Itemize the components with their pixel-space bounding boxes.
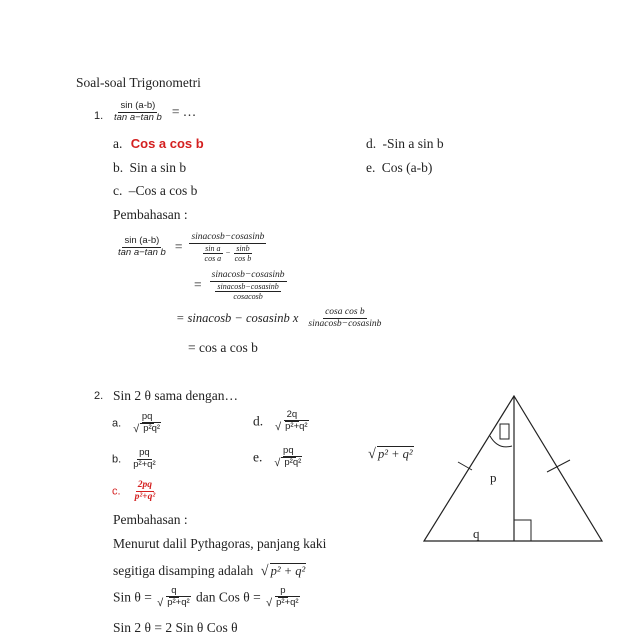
q1-step1-minus: −: [225, 248, 231, 258]
q1-option-c-text: –Cos a cos b: [128, 183, 198, 198]
q1-step3-left: = sinacosb − cosasinb x: [176, 311, 299, 326]
q1-option-e-text: Cos (a-b): [381, 160, 433, 175]
q1-step2-eq: =: [194, 277, 202, 293]
q2-option-d-den: p²+q²: [285, 420, 308, 432]
q1-option-d-text: -Sin a sin b: [382, 136, 444, 151]
q1-option-b-text: Sin a sin b: [129, 160, 187, 175]
q1-option-d-letter: d.: [366, 136, 377, 151]
q2-option-d-num: 2q: [286, 409, 298, 420]
q1-step2-den-den: cosacosb: [233, 292, 263, 302]
label-p: p: [490, 470, 497, 485]
q2-option-d-sqrt: √ p²+q²: [275, 420, 308, 433]
q2-cos-label: dan Cos θ =: [196, 589, 261, 605]
q1-step4: = cos a cos b: [188, 340, 258, 355]
q2-sin-num: q: [171, 585, 177, 596]
q2-option-c-letter: c.: [112, 485, 121, 498]
q1-step1-sub-b-den: cos b: [234, 254, 252, 264]
q1-step2-num: sinacosb−cosasinb: [211, 270, 285, 280]
q2-option-d-letter: d.: [253, 413, 264, 429]
q1-step1-lhs-num: sin (a-b): [124, 235, 160, 247]
label-q: q: [473, 526, 480, 541]
q2-option-e-sqrt: √ p²q²: [274, 456, 302, 469]
q2-line2-sqrt: √ p² + q²: [260, 563, 306, 579]
q1-step2-den-num: sinacosb−cosasinb: [217, 281, 279, 291]
q1-step1-eq: =: [174, 239, 183, 255]
q2-option-c-num: 2pq: [137, 480, 152, 490]
q1-option-b-letter: b.: [113, 160, 124, 175]
q2-option-a-letter: a.: [112, 417, 122, 430]
q1-step1-sub-b-num: sinb: [236, 243, 250, 253]
q2-option-e-letter: e.: [253, 449, 263, 465]
q1-option-a-letter: a.: [113, 136, 123, 151]
q2-option-e-den: p²q²: [284, 456, 302, 468]
q1-step1-lhs-den: tan a−tan b: [118, 247, 166, 259]
q2-option-a-sqrt: √ p²q²: [133, 422, 161, 435]
q2-sin-sqrt: √ p²+q²: [157, 596, 190, 609]
q2-sin-label: Sin θ =: [113, 589, 152, 605]
right-angle-marker: [514, 520, 531, 541]
q2-last-line: Sin 2 θ = 2 Sin θ Cos θ: [113, 620, 238, 635]
q1-step3-num: cosa cos b: [325, 307, 365, 317]
q2-line1: Menurut dalil Pythagoras, panjang kaki: [113, 536, 327, 551]
q1-number: 1.: [94, 110, 104, 122]
q2-side-expr: p² + q²: [378, 447, 413, 461]
q1-solution-label: Pembahasan :: [113, 207, 188, 222]
q2-cos-sqrt: √ p²+q²: [266, 596, 299, 609]
q1-lhs-num: sin (a-b): [120, 100, 156, 111]
q2-solution-label: Pembahasan :: [113, 512, 188, 527]
q2-sin-den: p²+q²: [167, 596, 190, 608]
q2-option-a-num: pq: [141, 411, 153, 422]
q2-option-b-den: p²+q²: [133, 458, 156, 470]
q2-option-b-letter: b.: [112, 453, 122, 466]
q2-option-e-num: pq: [283, 445, 294, 456]
q2-number: 2.: [94, 390, 104, 402]
page-title: Soal-soal Trigonometri: [76, 75, 201, 90]
q1-option-c-letter: c.: [113, 183, 123, 198]
q2-option-c-den: p²+q²: [134, 491, 156, 502]
q2-question: Sin 2 θ sama dengan…: [113, 388, 238, 403]
q2-cos-num: p: [280, 585, 286, 596]
triangle-outline: [424, 396, 602, 541]
q1-step1-sub-a-num: sin a: [205, 243, 221, 253]
q2-line2-expr: p² + q²: [270, 564, 306, 578]
q2-side-sqrt: √ p² + q²: [368, 446, 413, 462]
q1-ellipsis: = …: [171, 104, 197, 120]
q2-line2-text: segitiga disamping adalah: [113, 563, 254, 578]
q1-option-e-letter: e.: [366, 160, 376, 175]
q1-option-a-text: Cos a cos b: [130, 136, 204, 151]
q2-cos-den: p²+q²: [276, 596, 299, 608]
q2-option-a-den: p²q²: [143, 422, 161, 434]
q1-step1-sub-a-den: cos a: [204, 254, 222, 264]
q1-step3-den: sinacosb−cosasinb: [308, 318, 382, 329]
q1-lhs-den: tan a−tan b: [114, 111, 162, 123]
theta-angle-marker: [500, 424, 509, 439]
q1-step1-rhs-num: sinacosb−cosasinb: [191, 232, 265, 242]
q2-option-b-num: pq: [139, 447, 150, 458]
